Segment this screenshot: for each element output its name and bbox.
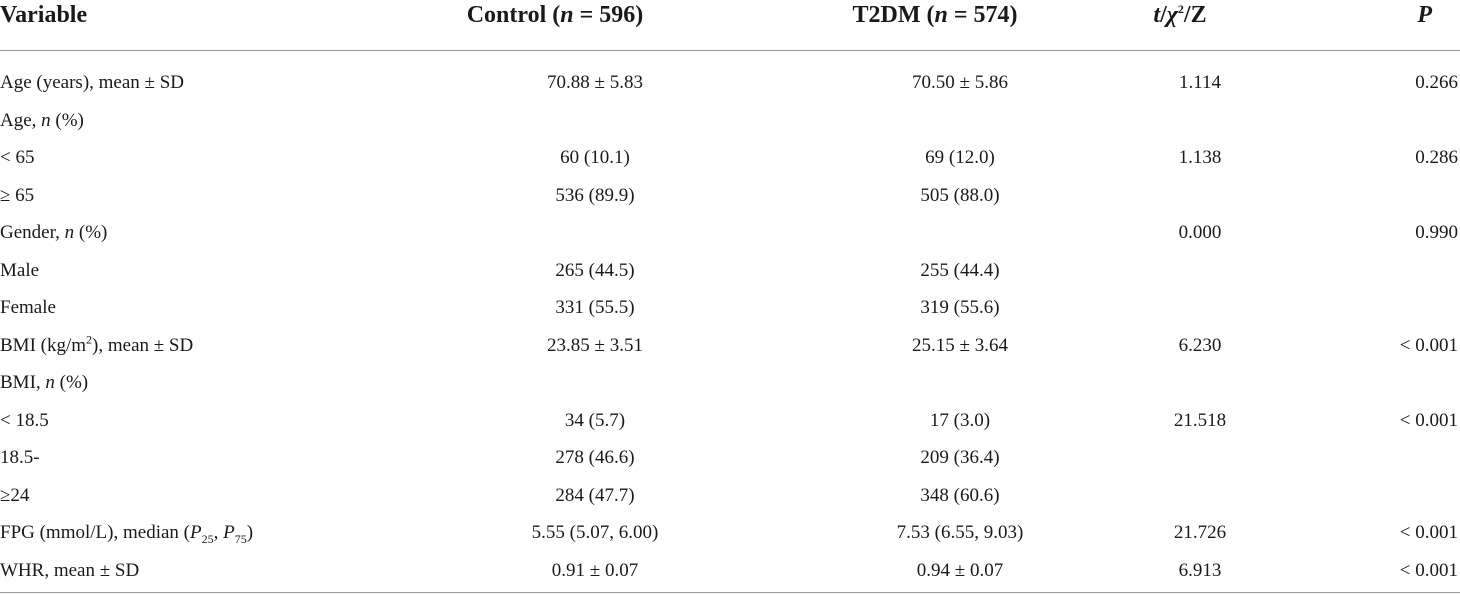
cell-variable: BMI, n (%): [0, 372, 89, 393]
cell-control: 60 (10.1): [560, 147, 630, 168]
cell-variable: ≥ 65: [0, 184, 35, 206]
cell-statistic: 21.518: [1173, 409, 1227, 431]
cell-statistic: 0.000: [1178, 222, 1222, 243]
cell-t2dm: 505 (88.0): [920, 184, 1000, 206]
table-row: [0, 479, 1460, 517]
cell-control: 331 (55.5): [555, 297, 635, 318]
cell-control: 23.85 ± 3.51: [547, 334, 643, 356]
table-row: [0, 554, 1460, 592]
cell-statistic: 1.114: [1178, 72, 1222, 93]
table-row: [0, 329, 1460, 367]
cell-control: 5.55 (5.07, 6.00): [531, 522, 659, 543]
table-row: [0, 366, 1460, 404]
table-row: [0, 404, 1460, 442]
cell-variable: ≥24: [0, 484, 30, 506]
cell-control: 34 (5.7): [564, 409, 626, 431]
cell-control: 265 (44.5): [555, 259, 635, 281]
table-row: [0, 104, 1460, 142]
header-variable: Variable: [0, 2, 88, 28]
cell-variable: Female: [0, 297, 56, 318]
cell-t2dm: 0.94 ± 0.07: [916, 559, 1004, 581]
table-row: [0, 291, 1460, 329]
cell-t2dm: 7.53 (6.55, 9.03): [896, 522, 1024, 543]
cell-variable: < 18.5: [0, 409, 49, 431]
table-header: [0, 0, 1460, 51]
cell-statistic: 1.138: [1178, 147, 1222, 168]
cell-t2dm: 69 (12.0): [925, 147, 995, 168]
cell-p-value: < 0.001: [1399, 522, 1458, 543]
cell-p-value: 0.266: [1415, 72, 1458, 93]
table-row: [0, 516, 1460, 554]
cell-variable: WHR, mean ± SD: [0, 559, 140, 581]
cell-variable: Gender, n (%): [0, 222, 108, 243]
cell-variable: FPG (mmol/L), median ($P_{25}$, $P_{75}$): [0, 522, 254, 546]
cell-p-value: 0.990: [1415, 222, 1458, 243]
header-control: Control (n = 596): [466, 2, 644, 28]
cell-t2dm: 319 (55.6): [920, 297, 1000, 318]
table-row: [0, 141, 1460, 179]
table-row: [0, 216, 1460, 254]
cell-t2dm: 255 (44.4): [920, 259, 1000, 281]
cell-p-value: 0.286: [1415, 147, 1458, 168]
cell-t2dm: 25.15 ± 3.64: [912, 334, 1008, 356]
header-p-value: P: [1417, 2, 1432, 28]
cell-t2dm: 209 (36.4): [920, 447, 1000, 468]
cell-t2dm: 70.50 ± 5.86: [912, 72, 1008, 93]
cell-t2dm: 17 (3.0): [929, 409, 991, 431]
cell-variable: < 65: [0, 147, 35, 168]
header-statistic: $t/\chi^2/Z$: [1153, 2, 1207, 28]
cell-p-value: < 0.001: [1399, 559, 1458, 581]
cell-control: 284 (47.7): [555, 484, 635, 506]
table-row: [0, 66, 1460, 104]
table-body: [0, 66, 1460, 591]
table-row: [0, 179, 1460, 217]
table-bottom-rule: [0, 592, 1460, 593]
cell-statistic: 6.230: [1178, 334, 1222, 356]
cell-variable: Age (years), mean ± SD: [0, 72, 185, 93]
cell-control: 0.91 ± 0.07: [551, 559, 639, 581]
table-row: [0, 441, 1460, 479]
table-row: [0, 254, 1460, 292]
cell-variable: 18.5-: [0, 447, 40, 468]
cell-statistic: 21.726: [1173, 522, 1227, 543]
header-t2dm: T2DM (n = 574): [852, 2, 1018, 28]
cell-control: 536 (89.9): [555, 184, 635, 206]
cell-variable: BMI $(kg/m^2)$, mean ± SD: [0, 332, 194, 356]
cell-variable: Age, n (%): [0, 109, 84, 131]
cell-control: 70.88 ± 5.83: [547, 72, 643, 93]
cell-statistic: 6.913: [1178, 559, 1222, 581]
cell-control: 278 (46.6): [555, 447, 635, 468]
cell-p-value: < 0.001: [1399, 409, 1458, 431]
cell-variable: Male: [0, 259, 40, 281]
cell-t2dm: 348 (60.6): [920, 484, 1000, 506]
cell-p-value: < 0.001: [1399, 334, 1458, 356]
